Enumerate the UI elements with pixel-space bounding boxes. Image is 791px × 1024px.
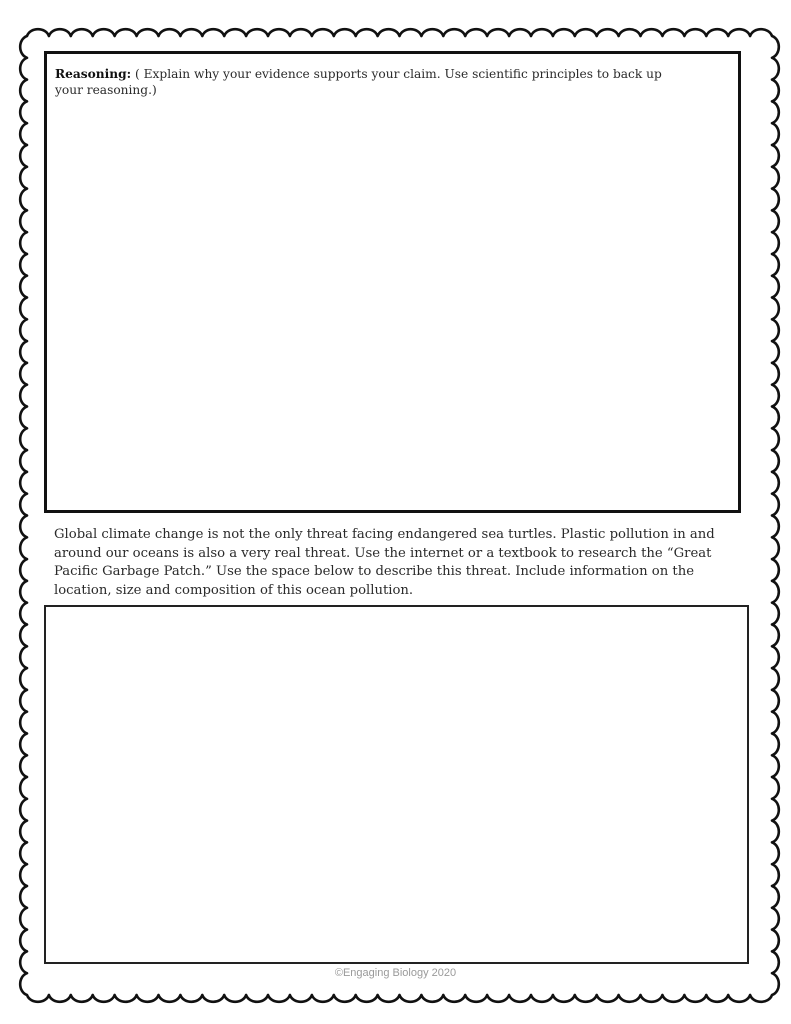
garbage-patch-answer-box[interactable] bbox=[44, 605, 749, 964]
research-prompt-text: Global climate change is not the only threat facing endangered sea turtles. Plastic pollution in and around our oceans is also a very real threat. Use the internet or a textbook to research the “Great Pacific Garbage Patch.” Use the space below to describe this threat. Include information on the location, size and composition of this ocean pollution. bbox=[54, 527, 715, 598]
reasoning-instructions: ( Explain why your evidence supports your claim. Use scientific principles to back up your reasoning.) bbox=[55, 67, 662, 97]
reasoning-prompt bbox=[55, 66, 675, 98]
reasoning-label: Reasoning: bbox=[55, 67, 132, 81]
copyright-footer: ©Engaging Biology 2020 bbox=[334, 967, 457, 979]
reasoning-answer-box[interactable] bbox=[44, 51, 741, 513]
